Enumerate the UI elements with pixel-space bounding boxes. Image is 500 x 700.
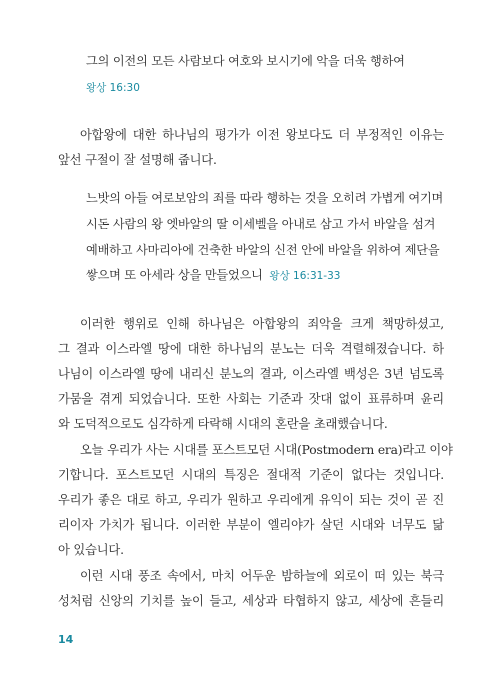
quote-2-reference: 왕상 16:31-33 <box>269 270 341 282</box>
quote-1-reference: 왕상 16:30 <box>86 82 140 94</box>
paragraph-4-line: 성처럼 신앙의 기치를 높이 들고, 세상과 타협하지 않고, 세상에 흔들리 <box>58 594 444 608</box>
paragraph-3-line: 아 있습니다. <box>58 543 124 557</box>
paragraph-2-line: 와 도덕적으로도 심각하게 타락해 시대의 혼란을 초래했습니다. <box>58 417 388 431</box>
quote-2-line: 느밧의 아들 여로보암의 죄를 따라 행하는 것을 오히려 가볍게 여기며 <box>86 191 444 205</box>
paragraph-1-line: 앞선 구절이 잘 설명해 줍니다. <box>58 153 217 167</box>
paragraph-2-line: 나님이 이스라엘 땅에 내리신 분노의 결과, 이스라엘 백성은 3년 넘도록 <box>58 367 444 381</box>
quote-2-line: 예배하고 사마리아에 건축한 바알의 신전 안에 바알을 위하여 제단을 <box>86 243 440 257</box>
page-number: 14 <box>58 633 74 646</box>
quote-2-last-line <box>86 266 340 283</box>
paragraph-3-line: 오늘 우리가 사는 시대를 포스트모던 시대(Postmodern era)라고 이야 <box>80 443 453 457</box>
quote-1-line: 그의 이전의 모든 사람보다 여호와 보시기에 악을 더욱 행하여 <box>86 54 405 68</box>
paragraph-3-line: 리이자 가치가 됩니다. 이러한 부분이 엘리야가 살던 시대와 너무도 닮 <box>58 518 444 532</box>
paragraph-2-line: 가뭄을 겪게 되었습니다. 또한 사회는 기준과 잣대 없이 표류하며 윤리 <box>58 392 444 406</box>
paragraph-3-line: 우리가 좋은 대로 하고, 우리가 원하고 우리에게 유익이 되는 것이 곧 진 <box>58 493 444 507</box>
paragraph-2-line: 이러한 행위로 인해 하나님은 아합왕의 죄악을 크게 책망하셨고, <box>80 317 444 331</box>
paragraph-2-line: 그 결과 이스라엘 땅에 대한 하나님의 분노는 더욱 격렬해졌습니다. 하 <box>58 342 444 356</box>
quote-2-line: 시돈 사람의 왕 엣바알의 딸 이세벨을 아내로 삼고 가서 바알을 섬겨 <box>86 217 436 231</box>
paragraph-3-line: 기합니다. 포스트모던 시대의 특징은 절대적 기준이 없다는 것입니다. <box>58 468 444 482</box>
paragraph-1-line: 아합왕에 대한 하나님의 평가가 이전 왕보다도 더 부정적인 이유는 <box>80 128 444 142</box>
quote-2-text: 쌓으며 또 아세라 상을 만들었으니 <box>86 268 263 282</box>
paragraph-4-line: 이런 시대 풍조 속에서, 마치 어두운 밤하늘에 외로이 떠 있는 북극 <box>80 569 444 583</box>
